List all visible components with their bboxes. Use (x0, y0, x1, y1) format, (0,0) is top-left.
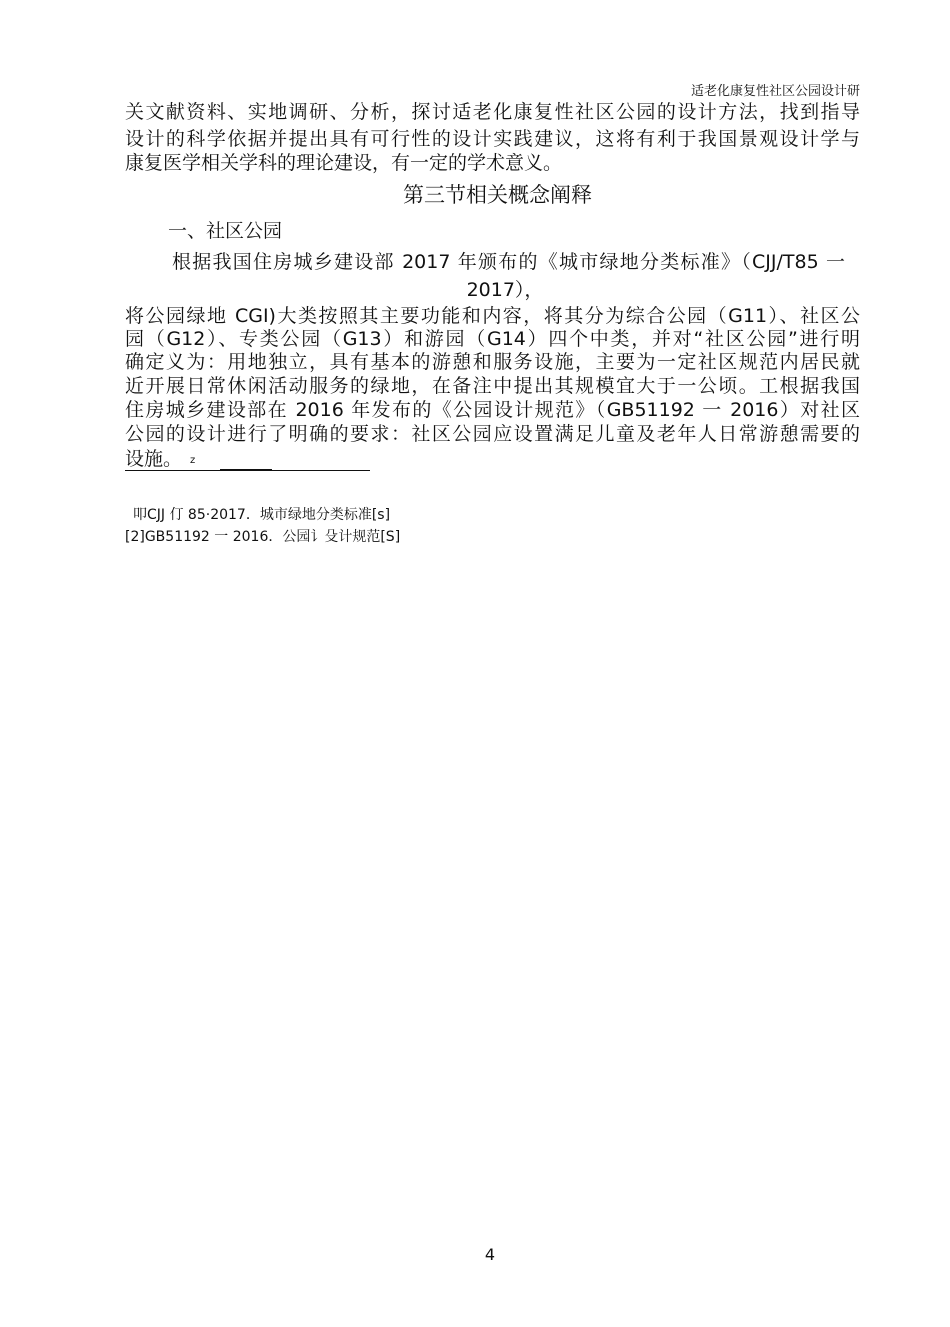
intro-line-2: 设计的科学依据并提出具有可行性的设计实践建议，这将有利于我国景观设计学与 (125, 128, 860, 150)
footnote-1: 叩CJJ 仃 85·2017．城市绿地分类标准[s] (133, 507, 391, 523)
paragraph-line-1: 将公园绿地 CGI)大类按照其主要功能和内容，将其分为综合公园（G11）、社区公 (125, 305, 860, 327)
footnote-2: [2]GB51192 一 2016．公园讠殳计规范[S] (125, 529, 401, 545)
running-header: 适老化康复性社区公园设计研 (690, 84, 860, 99)
footnote-marker: z (190, 455, 196, 466)
page-number: 4 (484, 1245, 496, 1264)
paragraph-last-text: 设施。 (125, 448, 183, 470)
paragraph-line-4: 近开展日常休闲活动服务的绿地，在备注中提出其规模宜大于一公顷。工根据我国 (125, 375, 860, 397)
paragraph-line-2: 园（G12）、专类公园（G13）和游园（G14）四个中类，并对“社区公园”进行明 (125, 328, 860, 350)
paragraph-line-3: 确定义为：用地独立，具有基本的游憩和服务设施，主要为一定社区规范内居民就 (125, 351, 860, 373)
paragraph-last-line (125, 447, 860, 471)
paragraph-continuation: 2017）， (466, 279, 544, 301)
footnote-separator (125, 470, 370, 471)
intro-line-3: 康复医学相关学科的理论建设，有一定的学术意义。 (125, 152, 563, 174)
section-title: 第三节相关概念阐释 (403, 183, 592, 207)
footnote-separator-accent (220, 469, 272, 471)
paragraph-first-line: 根据我国住房城乡建设部 2017 年颁布的《城市绿地分类标准》（CJJ/T85 一 (172, 251, 845, 273)
subsection-title: 一、社区公园 (168, 220, 283, 242)
paragraph-line-6: 公园的设计进行了明确的要求：社区公园应设置满足儿童及老年人日常游憩需要的 (125, 423, 860, 445)
intro-line-1: 关文献资料、实地调研、分析，探讨适老化康复性社区公园的设计方法，找到指导 (125, 101, 860, 123)
paragraph-line-5: 住房城乡建设部在 2016 年发布的《公园设计规范》（GB51192 一 2016）对社区 (125, 399, 860, 421)
